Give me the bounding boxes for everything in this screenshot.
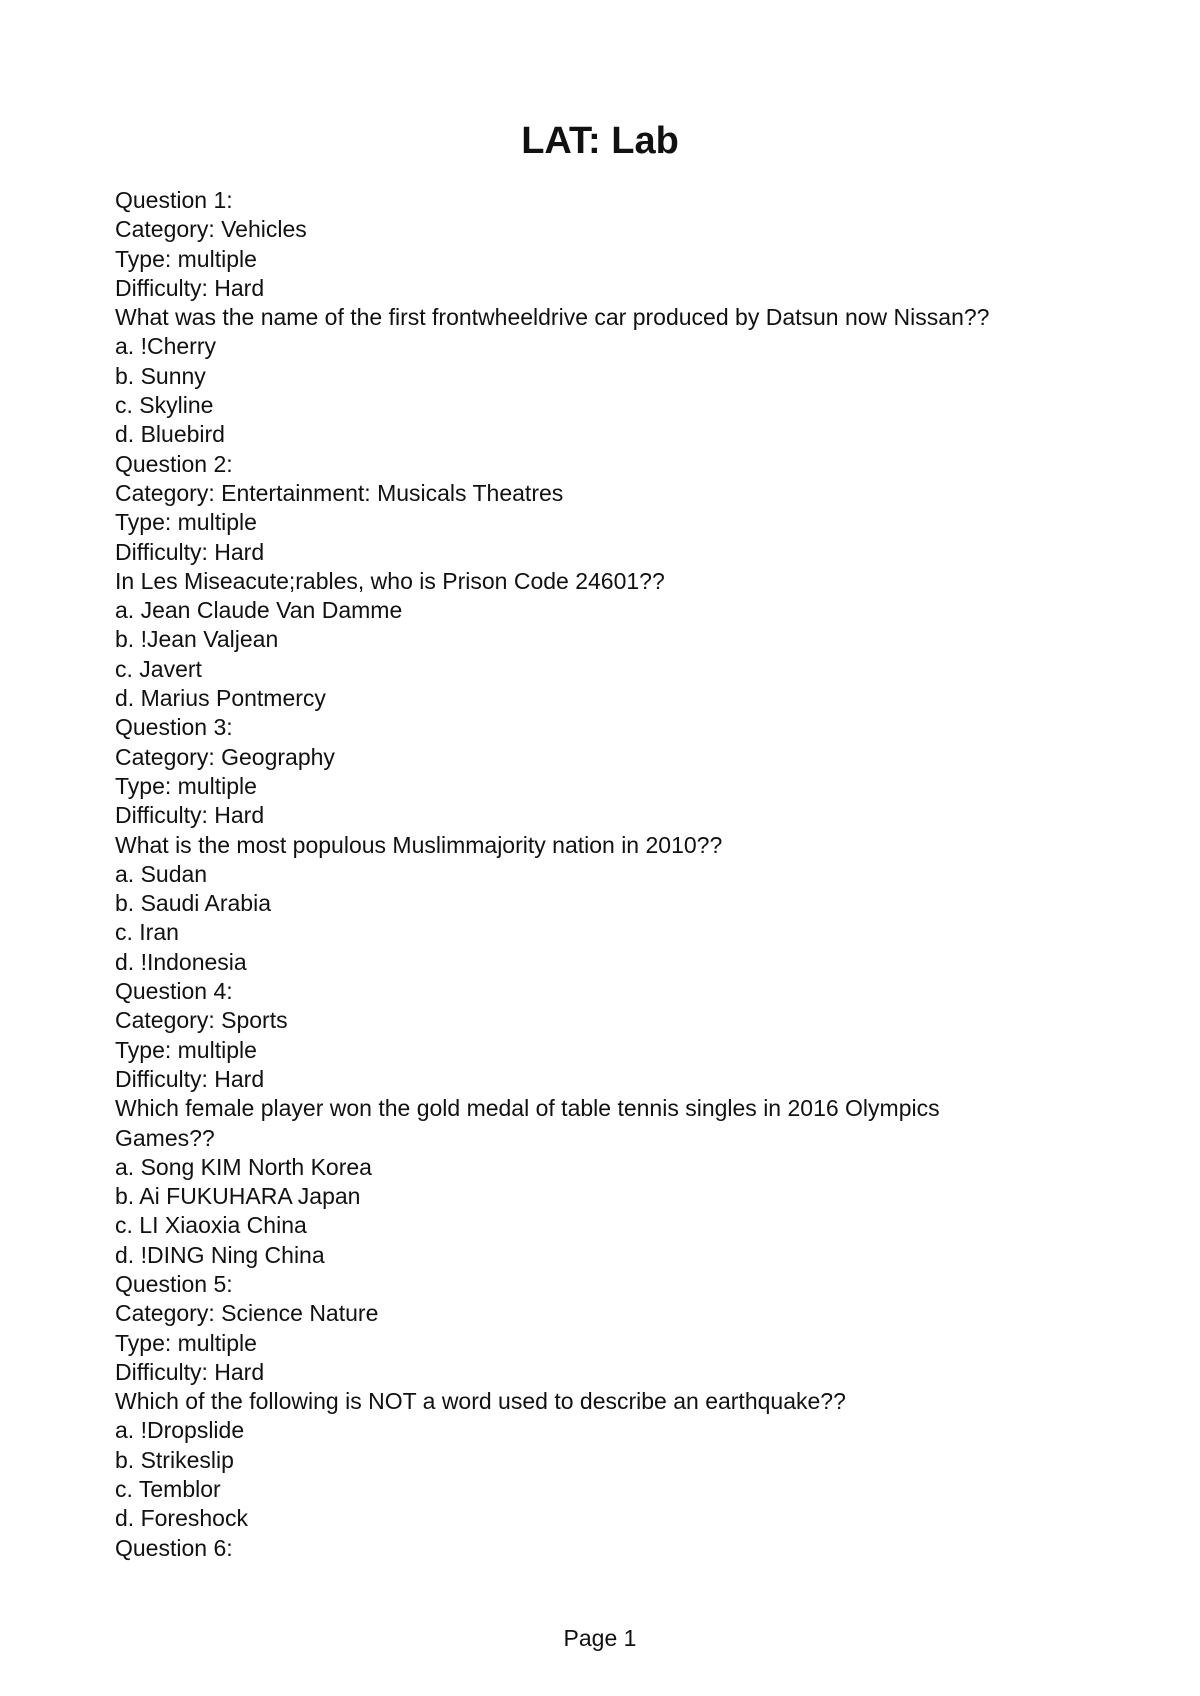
question-text: Which female player won the gold medal of table tennis singles in 2016 Olympics Games?? (115, 1095, 940, 1151)
answer-option: a. Song KIM North Korea (115, 1153, 372, 1180)
answer-option: d. !Indonesia (115, 948, 247, 975)
answer-option: b. Sunny (115, 362, 206, 389)
question-block (115, 713, 1015, 977)
answer-option: d. Bluebird (115, 421, 225, 448)
question-difficulty: Difficulty: Hard (115, 274, 265, 301)
question-text: What is the most populous Muslimmajority nation in 2010?? (115, 831, 723, 858)
answer-option: c. Javert (115, 655, 202, 682)
question-category: Category: Science Nature (115, 1300, 379, 1327)
question-category: Category: Vehicles (115, 216, 307, 243)
answer-option: b. Strikeslip (115, 1446, 234, 1473)
question-list (115, 186, 1015, 1563)
question-category: Category: Entertainment: Musicals Theatres (115, 479, 564, 506)
answer-option: d. Marius Pontmercy (115, 685, 326, 712)
question-text: In Les Miseacute;rables, who is Prison Code 24601?? (115, 567, 665, 594)
question-block (115, 977, 1015, 1270)
question-difficulty: Difficulty: Hard (115, 1358, 265, 1385)
question-text: Which of the following is NOT a word used to describe an earthquake?? (115, 1388, 846, 1415)
question-block (115, 450, 1015, 714)
question-heading: Question 5: (115, 1270, 233, 1297)
answer-option: c. Skyline (115, 392, 214, 419)
page-number: Page 1 (563, 1625, 637, 1651)
question-block (115, 1270, 1015, 1534)
question-difficulty: Difficulty: Hard (115, 802, 265, 829)
question-block (115, 186, 1015, 450)
answer-option: c. Iran (115, 919, 179, 946)
answer-option: b. Saudi Arabia (115, 890, 272, 917)
answer-option: d. Foreshock (115, 1505, 248, 1532)
answer-option: c. Temblor (115, 1476, 221, 1503)
question-type: Type: multiple (115, 1036, 257, 1063)
answer-option: b. !Jean Valjean (115, 626, 279, 653)
question-difficulty: Difficulty: Hard (115, 1065, 265, 1092)
question-category: Category: Sports (115, 1007, 288, 1034)
answer-option: a. !Cherry (115, 333, 216, 360)
question-type: Type: multiple (115, 1329, 257, 1356)
answer-option: c. LI Xiaoxia China (115, 1212, 307, 1239)
question-heading: Question 4: (115, 978, 233, 1005)
question-type: Type: multiple (115, 772, 257, 799)
question-difficulty: Difficulty: Hard (115, 538, 265, 565)
answer-option: a. !Dropslide (115, 1417, 245, 1444)
question-text: What was the name of the first frontwheeldrive car produced by Datsun now Nissan?? (115, 304, 990, 331)
question-heading: Question 3: (115, 714, 233, 741)
answer-option: b. Ai FUKUHARA Japan (115, 1183, 361, 1210)
answer-option: a. Jean Claude Van Damme (115, 597, 403, 624)
question-heading: Question 6: (115, 1534, 233, 1561)
answer-option: a. Sudan (115, 860, 208, 887)
question-type: Type: multiple (115, 509, 257, 536)
question-type: Type: multiple (115, 245, 257, 272)
question-block (115, 1534, 1015, 1563)
answer-option: d. !DING Ning China (115, 1241, 325, 1268)
question-heading: Question 1: (115, 187, 233, 213)
question-heading: Question 2: (115, 450, 233, 477)
document-title: LAT: Lab (521, 120, 679, 162)
question-category: Category: Geography (115, 743, 335, 770)
